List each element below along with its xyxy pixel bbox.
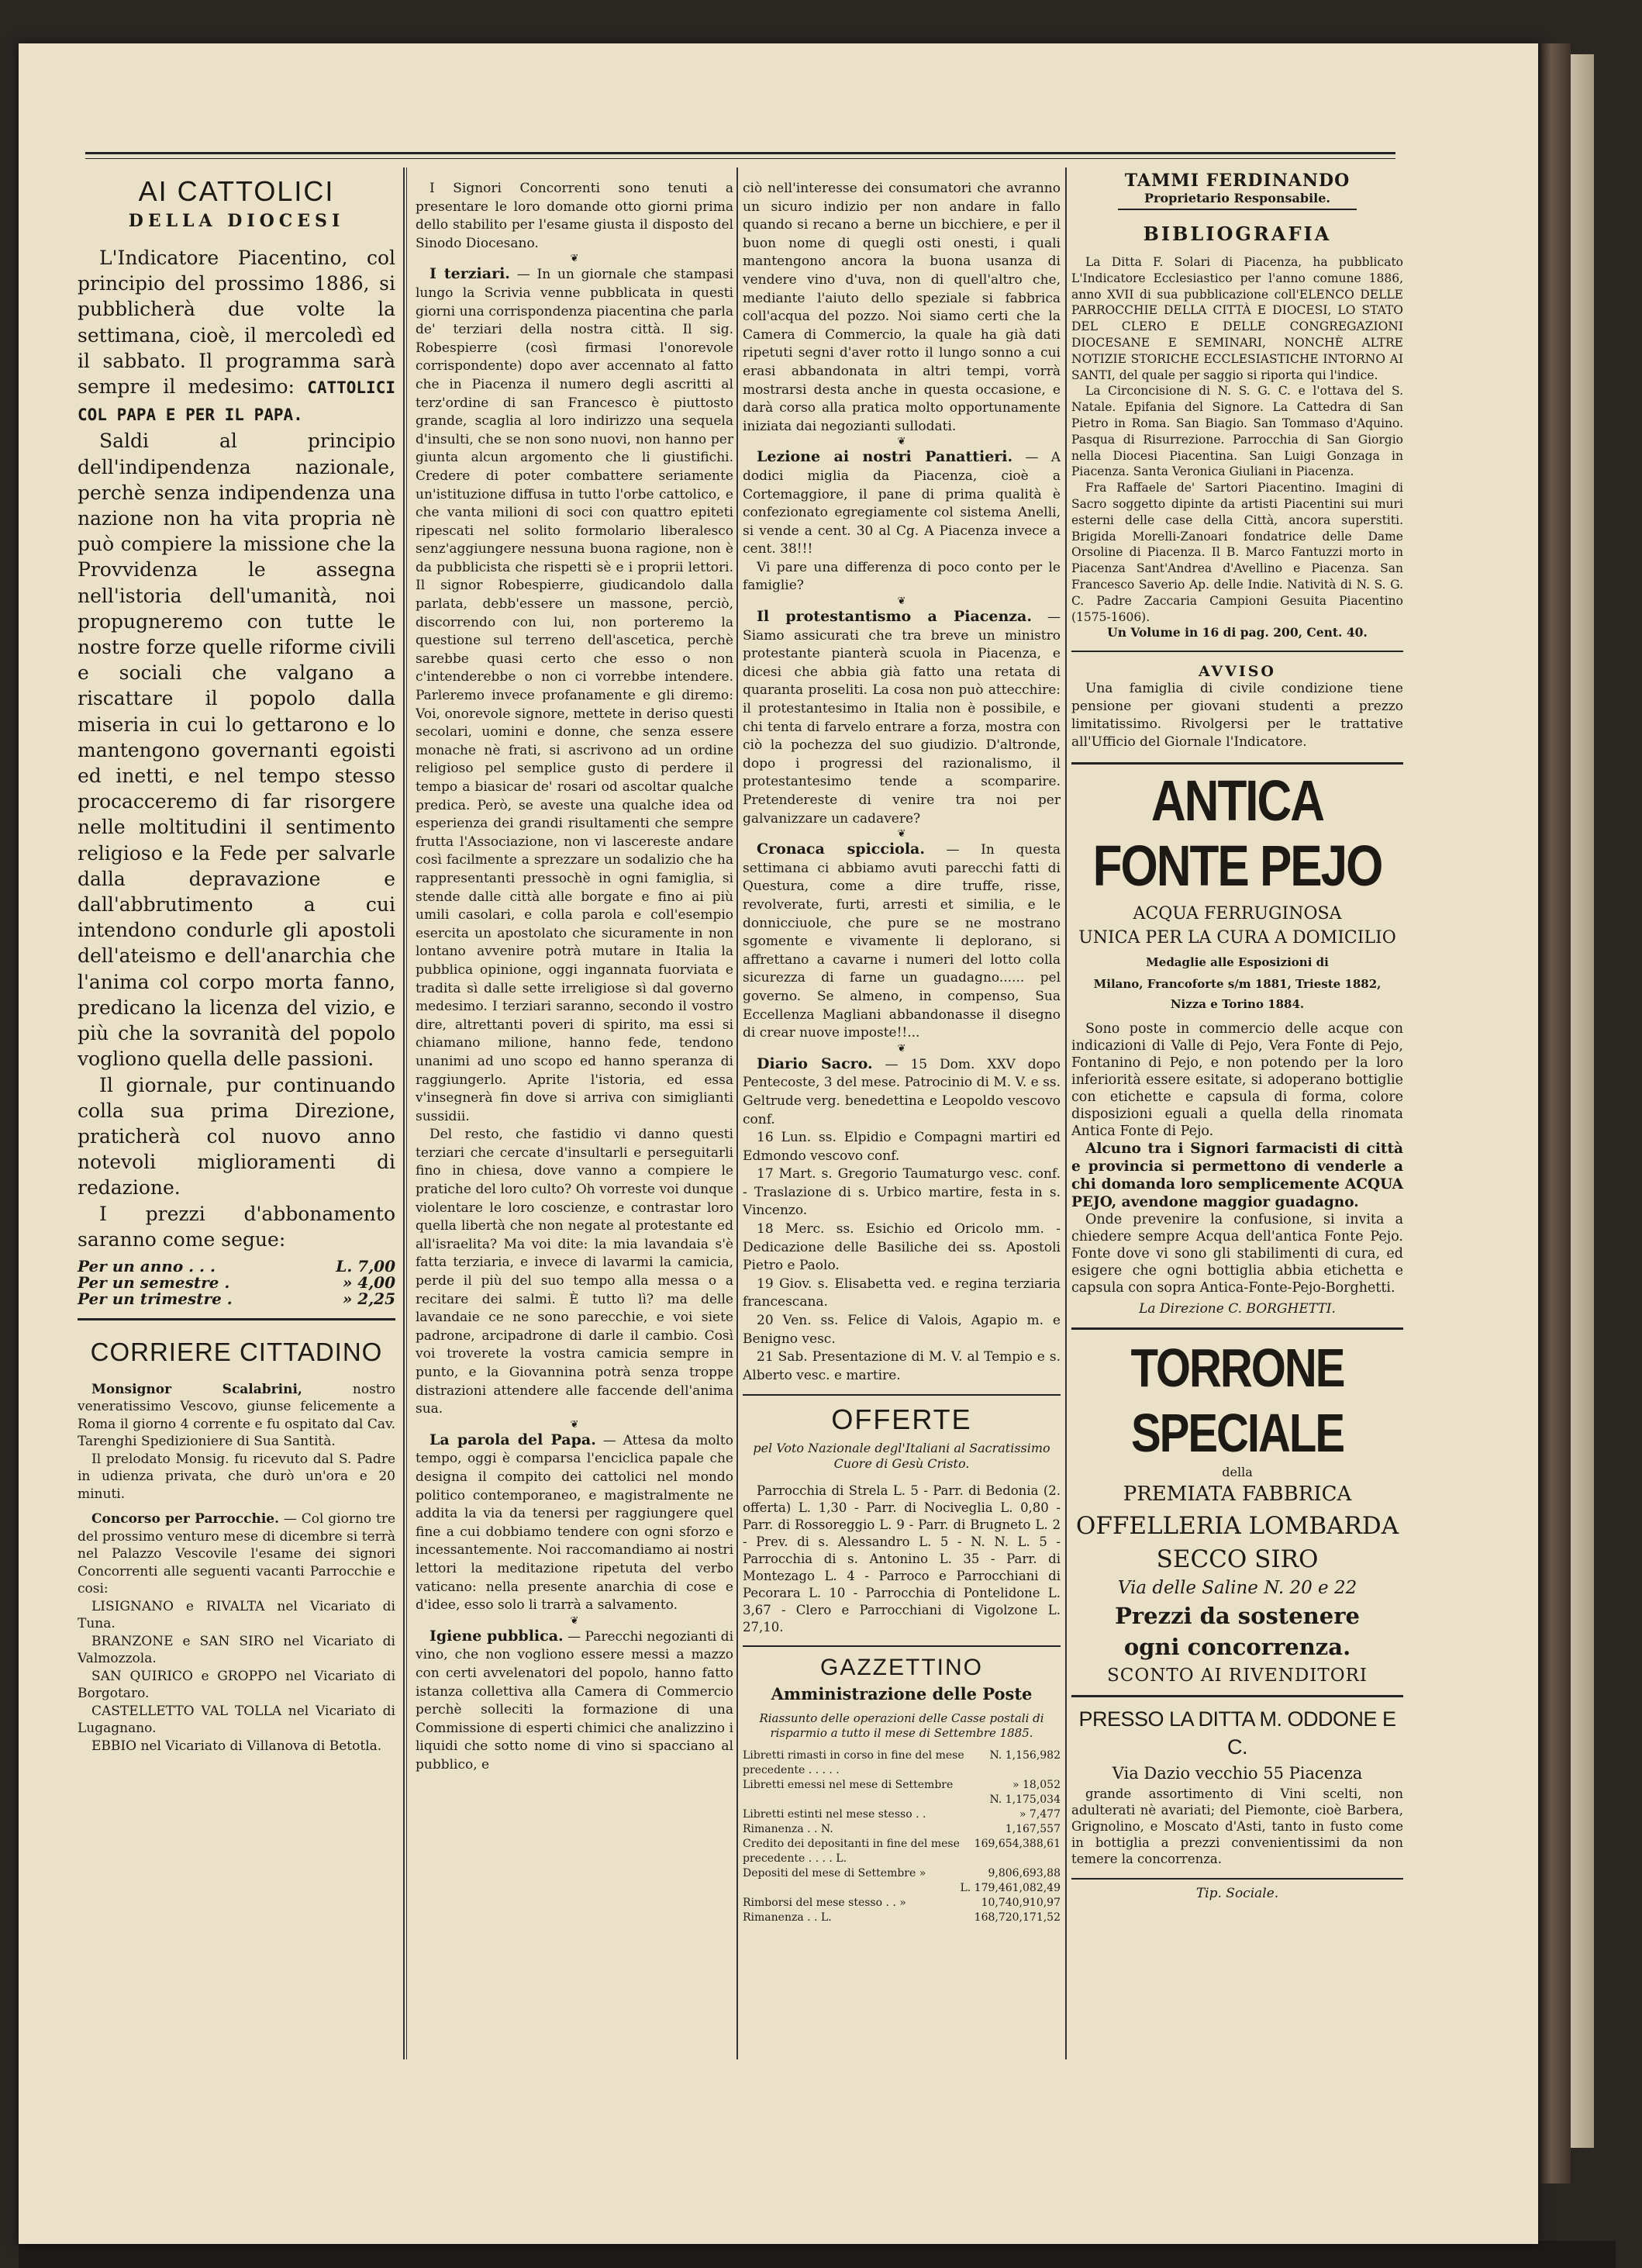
section-rule (1071, 651, 1403, 652)
section-rule (1118, 209, 1357, 210)
parish-item: BRANZONE e SAN SIRO nel Vicariato di Valmozzola. (78, 1633, 395, 1667)
news-item: Monsignor Scalabrini, nostro veneratissimo Vescovo, giunse felicemente a Roma il giorno 4 corrente e fu ospitato dal Cav. Tarenghi Spedizioniere di Sua Santità. (78, 1381, 395, 1450)
price-row: Per un anno . . . L. 7,00 (78, 1256, 395, 1276)
table-row: Libretti emessi nel mese di Settembre » 18,052 (743, 1779, 1061, 1792)
book-spine (1541, 43, 1571, 2183)
news-item: Lezione ai nostri Panattieri. — A dodici miglia da Piacenza, cioè a Cortemaggiore, il pane di prima qualità è confezionato egregiamente col sistema Anelli, si vende a cent. 30 al Cg. A Piacenza invece a cent. 38!!! (743, 448, 1061, 558)
price-list (78, 1258, 395, 1307)
price-row: Per un trimestre . » 2,25 (78, 1289, 395, 1308)
column-2 (416, 180, 733, 1774)
news-item: La parola del Papa. — Attesa da molto tempo, oggi è comparsa l'enciclica papale che designa il compito dei cattolici nel mondo politico contemporaneo, e magistralmente ne addita la via da tenersi per raggiungere quel fine a cui dobbiamo tendere con ogni sforzo e incessantemente. Noi raccomandiamo ai nostri lettori la meditazione ripetuta del verbo vaticano: nella presente anarchia di cose e d'idee, esso solo li trarrà a salvamento. (416, 1431, 733, 1614)
column-3 (743, 180, 1061, 1925)
ad-line: Nizza e Torino 1884. (1170, 997, 1305, 1012)
ad-line: Medaglie alle Esposizioni di (1146, 955, 1329, 970)
section-title: CORRIERE CITTADINO (90, 1337, 383, 1366)
column-1 (78, 171, 395, 1755)
ad-line: ACQUA FERRUGINOSA (1133, 904, 1342, 924)
ad-line: ogni concorrenza. (1123, 1634, 1351, 1661)
ad-line: SECCO SIRO (1156, 1545, 1319, 1574)
news-item: I terziari. — In un giornale che stampasi lungo la Scrivia venne pubblicata in questi giorni una corrispondenza piacentina che parla de' terziari della nostra città. Il sig. Robespierre (così firmasi l'onorevole corrispondente) dopo aver accennato al fatto che in Piacenza il numero degli ascritti al terz'ordine di san Francesco è piuttosto grande, scaglia al loro indirizzo una sequela d'insulti, che se non sono nuovi, non hanno per giunta alcun argomento che li giustifichi. Credere di poter combattere seriamente un'istituzione diffusa in tutto l'orbe cattolico, e che vanta milioni di soci con quattro epiteti ripescati nel solito formolario liberalesco senz'aggiungere nessuna buona ragione, non è da pubblicista che rispetti sè e i proprii lettori. Il signor Robespierre, giudicandolo dalla parlata, debb'essere un massone, perciò, discorrendo con lui, non porteremo la questione sul terreno dell'ascetica, perchè sarebbe quasi certo che esso o non c'intenderebbe o non ci vorrebbe intendere. Parleremo invece profanamente e gli diremo: Voi, onorevole signore, mettete in deriso questi secolari, uomini e donne, che senza essere monache nè frati, si ascrivono ad un ordine religioso pel semplice gusto di perdere il tempo a biasicar de' rosari od ascoltar qualche predica. Però, se aveste una qualche idea od esperienza dei grandi risultamenti che sempre frutta l'Associazione, non vi lascereste andare così facilmente a sprezzare un sodalizio che ha rappresentanti pressochè in ogni famiglia, si stende dalle città alle borgate e fino ai più umili casolari, e colla parola e coll'esempio esercita un apostolato che sicuramente in non lontano avvenire potrà mutare in Italia la pubblica opinione, oggi ingannata fuorviata e tradita sì dalle sette irreligiose sì dal governo medesimo. I terziari saranno, secondo il vostro dire, altrettanti poveri di spirito, ma essi si chiamano milione, hanno fede, tendono unanimi ad uno scopo ed hanno speranza di raggiungerlo. Aprite l'istoria, ed essa v'insegnerà fin dove si arriva con simiglianti sussidii. (416, 265, 733, 1124)
section-rule (1071, 1878, 1403, 1880)
paragraph: Vi pare una differenza di poco conto per le famiglie? (743, 559, 1061, 594)
paragraph: Parrocchia di Strela L. 5 - Parr. di Bedonia (2. offerta) L. 1,30 - Parr. di Nociveglia L. 0,80 - Parr. di Rossoreggio L. 9 - Parr. di Brugneto L. 2 - Prev. di s. Alessandro L. 5 - N. N. L. 5 - Parrocchia di s. Antonino L. 35 - Parr. di Montezago L. 4 - Parroco e Parrocchiani di Pecorara L. 10 - Parrocchia di Pontelidone L. 3,67 - Clero e Parrocchiani di Vigolzone L. 27,10. (743, 1483, 1061, 1635)
ad-line: Via Dazio vecchio 55 Piacenza (1112, 1764, 1363, 1783)
column-rule (1065, 167, 1067, 2059)
list-item: 18 Merc. ss. Esichio ed Oricolo mm. - Dedicazione delle Basiliche dei ss. Apostoli Pietro e Paolo. (743, 1221, 1061, 1274)
column-rule (406, 167, 407, 2059)
column-rule (403, 167, 405, 2059)
ad-line: PREMIATA FABBRICA (1123, 1483, 1352, 1507)
ad-line: UNICA PER LA CURA A DOMICILIO (1078, 928, 1396, 948)
top-rule (85, 152, 1395, 154)
paragraph: I Signori Concorrenti sono tenuti a presentare le loro domande otto giorni prima dello stabilito per l'esame giusta il disposto del Sinodo Diocesano. (416, 181, 733, 251)
article-subtitle: DELLA DIOCESI (128, 211, 345, 231)
paragraph: ciò nell'interesse dei consumatori che avranno un sicuro indizio per non andare in fallo quando si recano a berne un bicchiere, e per il buon nome di quegli osti onesti, i quali mantengono ancora la buona usanza di vendere vino d'uva, non di quell'altro che, mediante l'aiuto dello speziale si fabbrica coll'acqua del pozzo. Noi siamo certi che la Camera di Commercio, la quale ha già dati ripetuti segni d'aver rotto il lungo sonno a cui erasi abbandonata in altri tempi, vorrà mostrarsi desta anche in questa occasione, e darà corso alla pratica molto opportunamente iniziata dai negozianti sullodati. (743, 181, 1061, 434)
ad-title: PRESSO LA DITTA M. ODDONE E C. (1078, 1707, 1396, 1759)
subsection-title: Amministrazione delle Poste (771, 1684, 1033, 1704)
paragraph: L'Indicatore Piacentino, col principio del prossimo 1886, si pubblicherà due volte la settimana, cioè, il mercoledì ed il sabbato. Il programma sarà sempre il medesimo: CATTOLICI COL PAPA E PER IL PAPA. (78, 247, 395, 425)
paragraph: Del resto, che fastidio vi danno questi terziari che cercate d'insultarli e perseguitarli fino in chiesa, dove vanno a compiere le pratiche del loro culto? Oh vorreste voi dunque violentare le loro coscienze, e contrastar loro quella libertà che non negate al protestante ed all'israelita? Ma voi dite: la mia lavandaia s'è fatta terziaria, e invece di lavarmi la camicia, perde il più del suo tempo alla messa o a recitare dei salmi. È tutto lì? ma delle lavandaie ce ne sono parecchie, e voi siete padrone, arcipadrone di darle il cambio. Così voi troverete la vostra camicia sempre in punto, e la Giovannina potrà senza troppe distrazioni attendere alle faccende dell'anima sua. (416, 1127, 733, 1417)
parish-item: CASTELLETTO VAL TOLLA nel Vicariato di Lugagnano. (78, 1703, 395, 1737)
section-rule (78, 1318, 395, 1320)
table-row: Libretti estinti nel mese stesso . . » 7,477 (743, 1808, 1061, 1821)
column-rule (736, 167, 738, 2059)
ornament-icon: ❦ (570, 1614, 579, 1627)
news-item: Concorso per Parrocchie. — Col giorno tre del prossimo venturo mese di dicembre si terrà nel Palazzo Vescovile l'esame dei signori Concorrenti alle seguenti vacanti Parrocchie e cosi: (78, 1511, 395, 1597)
subsection-subtitle: Riassunto delle operazioni delle Casse postali di risparmio a tutto il mese di Settembre 1885. (759, 1711, 1044, 1741)
paragraph: I prezzi d'abbonamento saranno come segue: (78, 1202, 395, 1251)
ad-line: della (1222, 1465, 1253, 1480)
ad-title: ANTICA FONTE PEJO (1092, 769, 1382, 899)
table-row: Credito dei depositanti in fine del mese precedente . . . . L. 169,654,388,61 (743, 1838, 1061, 1866)
section-rule (743, 1394, 1061, 1396)
book-price: Un Volume in 16 di pag. 200, Cent. 40. (1107, 625, 1368, 640)
section-rule (1071, 762, 1403, 765)
ornament-icon: ❦ (897, 595, 906, 608)
news-item: Il prelodato Monsig. fu ricevuto dal S. Padre in udienza privata, che durò un'ora e 20 minuti. (78, 1451, 395, 1502)
ad-line: OFFELLERIA LOMBARDA (1075, 1512, 1399, 1541)
ad-text: Sono poste in commercio delle acque con indicazioni di Valle di Pejo, Vera Fonte di Pejo, Fontanino di Pejo, e non potendo per la loro inferiorità essere esitate, si adoperano bottiglie con etichette e capsula di forma, colore disposizioni eguali a quella della rinomata Antica Fonte di Pejo. (1071, 1021, 1403, 1140)
owner-name: TAMMI FERDINANDO (1124, 171, 1351, 191)
parish-item: SAN QUIRICO e GROPPO nel Vicariato di Borgotaro. (78, 1668, 395, 1702)
price-row: Per un semestre . » 4,00 (78, 1272, 395, 1292)
paragraph: La Circoncisione di N. S. G. C. e l'ottava del S. Natale. Epifania del Signore. La Cattedra di San Pietro in Roma. San Biagio. San Tommaso d'Aquino. Pasqua di Risurrezione. Parrocchia di San Giorgio nella Diocesi Piacentina. San Luigi Gonzaga in Piacenza. Santa Veronica Giuliani in Piacenza. (1071, 384, 1403, 479)
printer-credit: Tip. Sociale. (1195, 1886, 1279, 1902)
column-4 (1071, 171, 1403, 1901)
news-item: Diario Sacro. — 15 Dom. XXV dopo Pentecoste, 3 del mese. Patrocinio di M. V. e ss. Geltrude verg. benedettina e Leopoldo vescovo conf. (743, 1055, 1061, 1127)
ornament-icon: ❦ (570, 1418, 579, 1431)
section-title: BIBLIOGRAFIA (1143, 223, 1332, 245)
paragraph: Saldi al principio dell'indipendenza nazionale, perchè senza indipendenza una nazione non ha vita propria nè può compiere la missione che la Provvidenza le assegna nell'istoria dell'umanità, noi propugneremo con tutte le nostre forze quelle riforme civili e sociali che valgano a riscattare il popolo dalla miseria in cui lo gettarono e lo mantengono governanti egoisti ed inetti, e nel tempo stesso procacceremo di far risorgere nelle moltitudini il sentimento religioso e la Fede per salvarle dalla depravazione e dall'abbrutimento a cui intendono condurle gli apostoli dell'ateismo e dell'anarchia che l'anima col corpo morta fanno, predicano la licenza del vizio, e più che la sovranità del popolo vogliono quella delle passioni. (78, 430, 395, 1071)
ornament-icon: ❦ (897, 436, 906, 448)
list-item: 20 Ven. ss. Felice di Valois, Agapio m. e Benigno vesc. (743, 1313, 1061, 1347)
list-item: 19 Giov. s. Elisabetta ved. e regina terziaria francescana. (743, 1276, 1061, 1310)
ad-text: Onde prevenire la confusione, si invita a chiedere sempre Acqua dell'antica Fonte Pejo. Fonte dove vi sono gli stabilimenti di cura, ed esigere che ogni bottiglia abbia etichetta e capsula con sopra Antica-Fonte-Pejo-Borghetti. (1071, 1212, 1403, 1296)
ad-line: Prezzi da sostenere (1115, 1603, 1360, 1630)
table-row: Rimanenza . . N. 1,167,557 (743, 1823, 1061, 1836)
parish-item: EBBIO nel Vicariato di Villanova di Betotla. (91, 1738, 382, 1754)
ad-line: Via delle Saline N. 20 e 22 (1117, 1578, 1357, 1599)
news-item: Cronaca spicciola. — In questa settimana ci abbiamo avuti parecchi fatti di Questura, come a dire truffe, risse, revolverate, furti, arresti et similia, e le donnicciuole, che pure se ne mostrano sgomente e vivamente li deplorano, si affrettano a cavarne i numeri del lotto colla sicurezza di farne un guadagno...... pel governo. Se almeno, in compenso, Sua Eccellenza Magliani abbandonasse il disegno di crear nuove imposte!!... (743, 841, 1061, 1041)
section-subtitle: pel Voto Nazionale degl'Italiani al Sacratissimo Cuore di Gesù Cristo. (753, 1441, 1050, 1472)
parish-item: LISIGNANO e RIVALTA nel Vicariato di Tuna. (78, 1598, 395, 1632)
ad-text: grande assortimento di Vini scelti, non adulterati nè avariati; del Piemonte, cioè Barbera, Grignolino, e Moscato d'Asti, tanto in fusto come in bottiglia a prezzi convenientissimi da non temere la concorrenza. (1071, 1786, 1403, 1867)
paragraph: La Ditta F. Solari di Piacenza, ha pubblicato L'Indicatore Ecclesiastico per l'anno comune 1886, anno XVII di sua pubblicazione coll'ELENCO DELLE PARROCCHIE DELLA CITTÀ E DIOCESI, LO STATO DEL CLERO E DELLE CONGREGAZIONI DIOCESANE E SEMINARI, NONCHÈ ALTRE NOTIZIE STORICHE ECCLESIASTICHE INTORNO AI SANTI, del quale per saggio si riporta qui l'indice. (1071, 255, 1403, 382)
list-item: 17 Mart. s. Gregorio Taumaturgo vesc. conf. - Traslazione di s. Urbico martire, festa in s. Vincenzo. (743, 1166, 1061, 1219)
postal-table (743, 1748, 1061, 1925)
top-rule-thin (85, 158, 1395, 159)
ornament-icon: ❦ (897, 828, 906, 841)
ad-line: Milano, Francoforte s/m 1881, Trieste 1882, (1093, 977, 1382, 992)
news-item: Il protestantismo a Piacenza. — Siamo assicurati che tra breve un ministro protestante pianterà scuola in Piacenza, e dicesi che abbia già fatto una retata di quaranta proseliti. La cosa non può attecchire: il protestantesimo in Italia non è possibile, e chi tenta di farvelo entrare a forza, mostra con ciò la pochezza del suo giudizio. D'altronde, dopo i progressi del razionalismo, il protestantesimo tende a scomparire. Pretendereste di venire tra noi per galvanizzare un cadavere? (743, 608, 1061, 827)
ad-signature: La Direzione C. BORGHETTI. (1139, 1301, 1336, 1317)
table-row: Libretti rimasti in corso in fine del mese precedente . . . . . N. 1,156,982 (743, 1749, 1061, 1777)
paragraph: Fra Raffaele de' Sartori Piacentino. Imagini di Sacro soggetto dipinte da artisti Piacentini sui muri esterni delle case della Città, ancora superstiti. Brigida Morelli-Zanoari fondatrice delle Dame Orsoline di Piacenza. Il B. Marco Fantuzzi morto in Piacenza Sant'Andrea d'Avellino e Piacenza. San Francesco Saverio Ap. delle Indie. Natività di N. S. G. C. Padre Zaccaria Campioni Gesuita Piacentino (1575-1606). (1071, 481, 1403, 624)
ad-title: TORRONE SPECIALE (1130, 1338, 1344, 1464)
table-row: Rimanenza . . L. 168,720,171,52 (743, 1911, 1061, 1925)
section-title: OFFERTE (831, 1403, 972, 1436)
table-row: Rimborsi del mese stesso . . » 10,740,910,97 (743, 1897, 1061, 1910)
table-row: L. 179,461,082,49 (960, 1882, 1061, 1895)
section-title: AVVISO (1198, 663, 1276, 681)
ad-text: Alcuno tra i Signori farmacisti di città e provincia si permettono di venderle a chi domanda loro semplicemente ACQUA PEJO, avendone maggior guadagno. (1071, 1141, 1403, 1211)
section-rule (743, 1645, 1061, 1647)
paragraph: Una famiglia di civile condizione tiene pensione per giovani studenti a prezzo limitatissimo. Rivolgersi per le trattative all'Ufficio del Giornale l'Indicatore. (1071, 681, 1403, 751)
page-edges (1571, 54, 1594, 2148)
list-item: 21 Sab. Presentazione di M. V. al Tempio e s. Alberto vesc. e martire. (743, 1349, 1061, 1383)
ornament-icon: ❦ (897, 1042, 906, 1055)
section-title: GAZZETTINO (820, 1655, 983, 1681)
motto: CATTOLICI COL PAPA E PER IL PAPA. (78, 378, 395, 425)
table-surface (19, 2241, 1616, 2268)
table-row: Depositi del mese di Settembre » 9,806,693,88 (743, 1867, 1061, 1880)
ornament-icon: ❦ (570, 253, 579, 265)
article-title: AI CATTOLICI (138, 175, 335, 207)
section-rule (1071, 1327, 1403, 1330)
paragraph: Il giornale, pur continuando colla sua prima Direzione, praticherà col nuovo anno notevoli miglioramenti di redazione. (78, 1073, 395, 1200)
list-item: 16 Lun. ss. Elpidio e Compagni martiri ed Edmondo vescovo conf. (743, 1130, 1061, 1164)
news-item: Igiene pubblica. — Parecchi negozianti di vino, che non vogliono essere messi a mazzo con certi avvelenatori del popolo, hanno fatto istanza collettiva alla Camera di Commercio perchè solleciti la formazione di una Commissione di esperti chimici che analizzino i liquidi che sotto nome di vino si spacciano al pubblico, e (416, 1627, 733, 1773)
table-row: N. 1,175,034 (989, 1793, 1061, 1807)
section-rule (1071, 1695, 1403, 1697)
owner-role: Proprietario Responsabile. (1144, 191, 1330, 205)
ad-line: SCONTO AI RIVENDITORI (1107, 1666, 1368, 1686)
